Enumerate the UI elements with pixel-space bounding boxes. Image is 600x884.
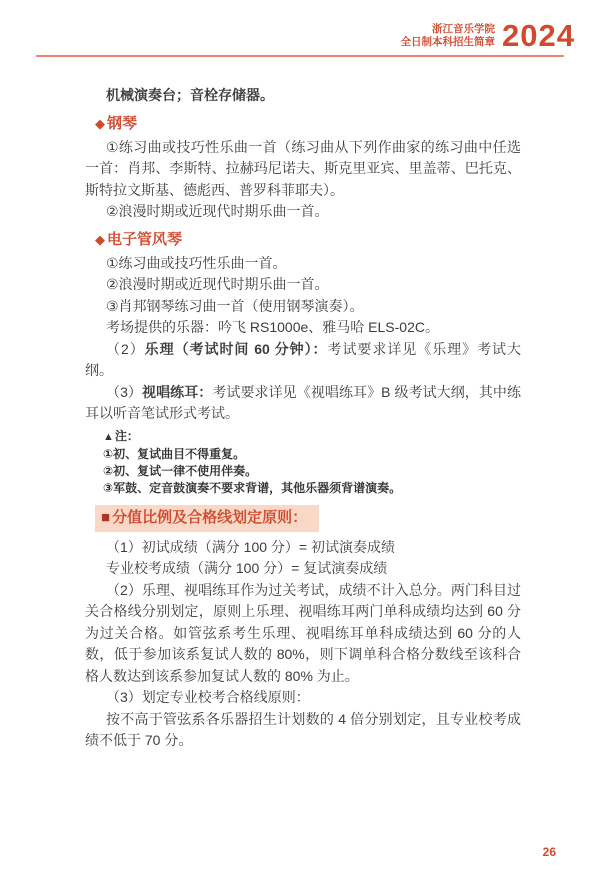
- theory-label: 乐理（考试时间 60 分钟）：: [144, 340, 328, 357]
- organ-item-2: ②浪漫时期或近现代时期乐曲一首。: [106, 276, 329, 292]
- notes-title-line: [103, 428, 521, 446]
- section-title-organ: [85, 230, 521, 250]
- note-item-3: ③军鼓、定音鼓演奏不要求背谱，其他乐器须背谱演奏。: [103, 480, 402, 495]
- notes-block: [85, 428, 521, 497]
- brochure-title: 全日制本科招生简章: [400, 35, 496, 48]
- note-item-1: ①初、复试曲目不得重复。: [103, 446, 246, 461]
- scoring-paragraph-5: 按不高于管弦系各乐器招生计划数的 4 倍分别划定，且专业校考成绩不低于 70 分。: [85, 710, 521, 748]
- square-icon: ■: [101, 508, 111, 526]
- note-item-2: ②初、复试一律不使用伴奏。: [103, 463, 258, 478]
- piano-item-1: ①练习曲或技巧性乐曲一首（练习曲从下列作曲家的练习曲中任选一首：肖邦、李斯特、拉赫玛尼诺夫、斯克里亚宾、里盖蒂、巴托克、斯特拉文斯基、德彪西、普罗科菲耶夫）。: [85, 138, 521, 198]
- scoring-paragraph-3: （2）乐理、视唱练耳作为过关考试，成绩不计入总分。两门科目过关合格线分别划定，原则上乐理、视唱练耳两门单科成绩均达到 60 分为过关合格。如管弦系考生乐理、视唱练耳单科成绩达到 60 分的人数，低于参加该系复试人数的 80%，则下调单科合格分数线至该科合格人数达到该系参加复试人数的 80% 为止。: [85, 581, 521, 684]
- solfege-paragraph: [85, 382, 521, 425]
- scoring-paragraph-4: （3）划定专业校考合格线原则：: [106, 689, 310, 705]
- page-header: [401, 20, 575, 51]
- section-title-organ-label: 电子管风琴: [107, 230, 183, 248]
- scoring-title-label: 分值比例及合格线划定原则：: [112, 508, 308, 526]
- organ-item-3: ③肖邦钢琴练习曲一首（使用钢琴演奏）。: [106, 297, 364, 314]
- section-title-piano-label: 钢琴: [107, 114, 138, 132]
- scoring-title-highlight: [95, 505, 319, 532]
- organ-item-1: ①练习曲或技巧性乐曲一首。: [106, 254, 287, 271]
- year-badge: 2024: [502, 18, 575, 53]
- section-title-scoring: [95, 505, 521, 532]
- theory-text: 考试要求详见《乐理》考试大纲。: [85, 340, 522, 378]
- header-rule: [36, 55, 564, 57]
- triangle-icon: ▲: [103, 430, 114, 443]
- scoring-paragraph-2: 专业校考成绩（满分 100 分）= 复试演奏成绩: [106, 560, 388, 576]
- piano-item-2: ②浪漫时期或近现代时期乐曲一首。: [106, 203, 329, 219]
- solfege-prefix: （3）: [106, 383, 142, 400]
- section-title-piano: [85, 114, 521, 134]
- document-body: [85, 85, 521, 752]
- theory-paragraph: [85, 339, 521, 382]
- organ-instruments-line: 考场提供的乐器：吟飞 RS1000e、雅马哈 ELS-02C。: [106, 319, 439, 335]
- solfege-label: 视唱练耳：: [142, 383, 213, 400]
- theory-prefix: （2）: [106, 340, 145, 357]
- intro-paragraph: 机械演奏台；音栓存储器。: [106, 87, 274, 103]
- header-org-block: [401, 23, 496, 48]
- page-number: 26: [542, 845, 556, 859]
- diamond-icon: ◆: [95, 115, 105, 131]
- school-name: 浙江音乐学院: [432, 23, 496, 35]
- solfege-text: 考试要求详见《视唱练耳》B 级考试大纲，其中练耳以听音笔试形式考试。: [85, 383, 521, 421]
- diamond-icon: ◆: [95, 231, 105, 247]
- notes-title: 注：: [114, 428, 139, 443]
- scoring-paragraph-1: （1）初试成绩（满分 100 分）= 初试演奏成绩: [106, 538, 395, 555]
